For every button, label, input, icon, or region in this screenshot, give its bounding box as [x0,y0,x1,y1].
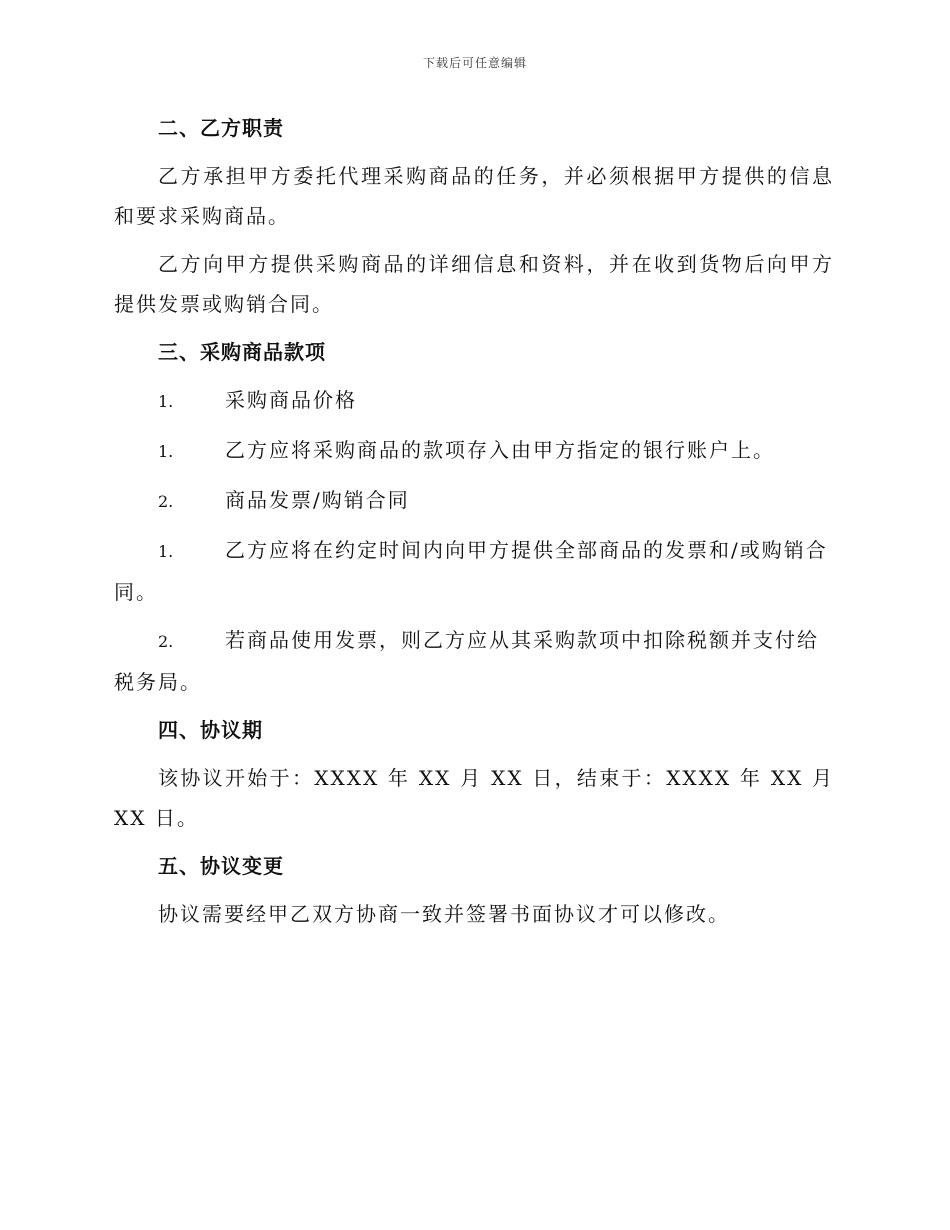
list-text: 采购商品价格 [225,388,357,412]
list-item [114,430,834,472]
list-number: 1. [158,392,174,411]
paragraph: 乙方向甲方提供采购商品的详细信息和资料，并在收到货物后向甲方提供发票或购销合同。 [114,252,834,316]
section-heading-payment: 三、采购商品款项 [158,340,326,364]
paragraph: 乙方承担甲方委托代理采购商品的任务，并必须根据甲方提供的信息和要求采购商品。 [114,164,834,228]
list-text: 若商品使用发票，则乙方应从其采购款项中扣除税额并支付给税务局。 [114,628,819,694]
document-body [114,108,834,942]
list-text: 乙方应将采购商品的款项存入由甲方指定的银行账户上。 [225,438,775,462]
list-number: 2. [158,632,174,651]
section-heading-amendment: 五、协议变更 [158,854,284,878]
paragraph: 协议需要经甲乙双方协商一致并签署书面协议才可以修改。 [158,902,730,926]
list-number: 1. [158,542,174,561]
section-heading-term: 四、协议期 [158,718,263,742]
list-text: 商品发票/购销合同 [225,488,410,512]
section-heading-responsibilities: 二、乙方职责 [158,116,284,140]
list-item [114,480,834,522]
list-text: 乙方应将在约定时间内向甲方提供全部商品的发票和/或购销合同。 [114,538,828,604]
list-item [114,380,834,422]
header-note: 下载后可任意编辑 [422,56,527,70]
paragraph: 该协议开始于：XXXX 年 XX 月 XX 日，结束于：XXXX 年 XX 月 XX 日。 [114,766,834,830]
list-item [114,620,834,702]
list-number: 1. [158,442,174,461]
list-item [114,530,834,612]
list-number: 2. [158,492,174,511]
